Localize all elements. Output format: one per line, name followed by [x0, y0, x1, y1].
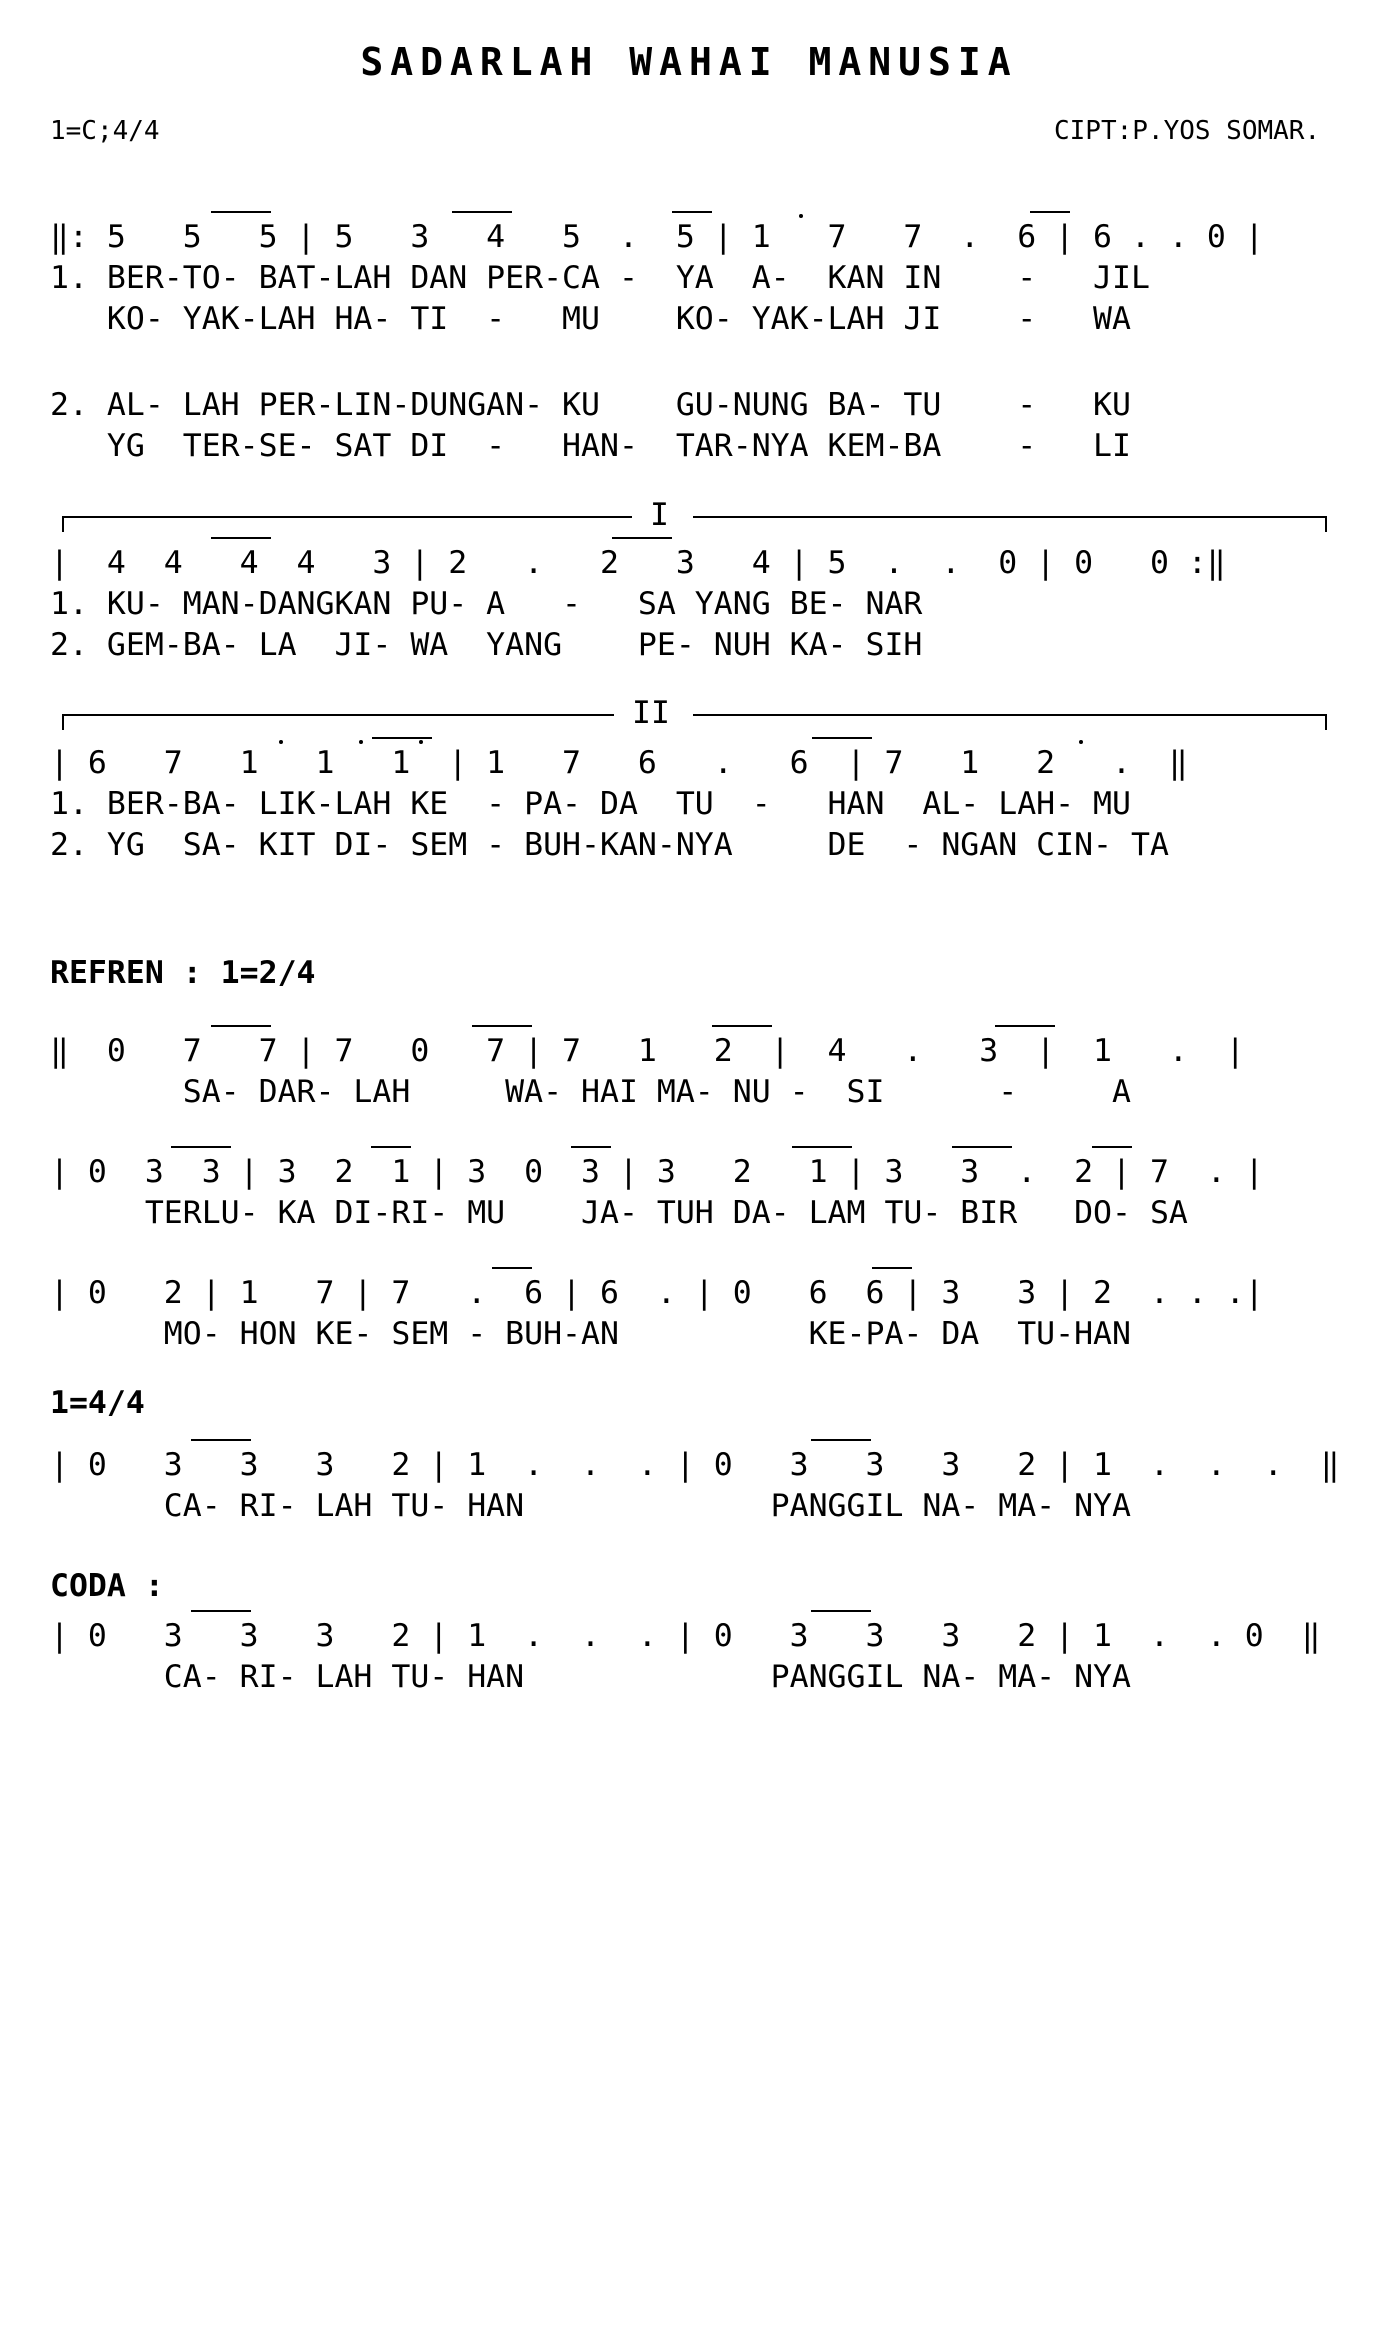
volta1-bracket-right — [693, 516, 1327, 518]
volta1-notes: | 4 4 4 4 3 | 2 . 2 3 4 | 5 . . 0 | 0 0 :‖ — [50, 545, 1226, 581]
coda-heading: CODA : — [50, 1568, 164, 1604]
volta2-verse2: 2. YG SA- KIT DI- SEM - BUH-KAN-NYA DE - NGAN CIN- TA — [50, 827, 1169, 863]
coda-lyrics: CA- RI- LAH TU- HAN PANGGIL NA- MA- NYA — [50, 1659, 1131, 1695]
volta2-notes: | 6 7 1 1 1 | 1 7 6 . 6 | 7 1 2 . ‖ — [50, 745, 1188, 781]
section1-verse1-line2: KO- YAK-LAH HA- TI - MU KO- YAK-LAH JI - WA — [50, 301, 1131, 337]
refrain-line1-lyrics: SA- DAR- LAH WA- HAI MA- NU - SI - A — [50, 1074, 1131, 1110]
section1-verse1-line1: 1. BER-TO- BAT-LAH DAN PER-CA - YA A- KAN IN - JIL — [50, 260, 1150, 296]
refrain-line3-lyrics: MO- HON KE- SEM - BUH-AN KE-PA- DA TU-HAN — [50, 1316, 1131, 1352]
refrain-line3-notes: | 0 2 | 1 7 | 7 . 6 | 6 . | 0 6 6 | 3 3 | 2 . . .| — [50, 1275, 1264, 1311]
refrain-line2-notes: | 0 3 3 | 3 2 1 | 3 0 3 | 3 2 1 | 3 3 . 2 | 7 . | — [50, 1154, 1264, 1190]
volta2-bracket-left — [62, 714, 614, 716]
volta1-verse2: 2. GEM-BA- LA JI- WA YANG PE- NUH KA- SIH — [50, 627, 923, 663]
time-change-notes: | 0 3 3 3 2 | 1 . . . | 0 3 3 3 2 | 1 . . . ‖ — [50, 1447, 1340, 1483]
coda-notes: | 0 3 3 3 2 | 1 . . . | 0 3 3 3 2 | 1 . . 0 ‖ — [50, 1618, 1321, 1654]
volta1-bracket-left — [62, 516, 632, 518]
composer-credit: CIPT:P.YOS SOMAR. — [1054, 116, 1321, 146]
time-change-lyrics: CA- RI- LAH TU- HAN PANGGIL NA- MA- NYA — [50, 1488, 1131, 1524]
key-signature: 1=C;4/4 — [50, 116, 160, 146]
refrain-line2-lyrics: TERLU- KA DI-RI- MU JA- TUH DA- LAM TU- BIR DO- SA — [50, 1195, 1188, 1231]
volta2-label: II — [632, 695, 670, 731]
refrain-heading: REFREN : 1=2/4 — [50, 955, 316, 991]
section1-verse2-line1: 2. AL- LAH PER-LIN-DUNGAN- KU GU-NUNG BA- TU - KU — [50, 387, 1131, 423]
song-title: SADARLAH WAHAI MANUSIA — [360, 40, 1018, 84]
volta2-verse1: 1. BER-BA- LIK-LAH KE - PA- DA TU - HAN AL- LAH- MU — [50, 786, 1131, 822]
section1-verse2-line2: YG TER-SE- SAT DI - HAN- TAR-NYA KEM-BA - LI — [50, 428, 1131, 464]
section1-notes: ‖: 5 5 5 | 5 3 4 5 . 5 | 1 7 7 . 6 | 6 . . 0 | — [50, 219, 1264, 255]
time-change-heading: 1=4/4 — [50, 1385, 145, 1421]
volta1-verse1: 1. KU- MAN-DANGKAN PU- A - SA YANG BE- NAR — [50, 586, 923, 622]
volta1-label: I — [650, 497, 669, 533]
refrain-line1-notes: ‖ 0 7 7 | 7 0 7 | 7 1 2 | 4 . 3 | 1 . | — [50, 1033, 1245, 1069]
volta2-bracket-right — [693, 714, 1327, 716]
